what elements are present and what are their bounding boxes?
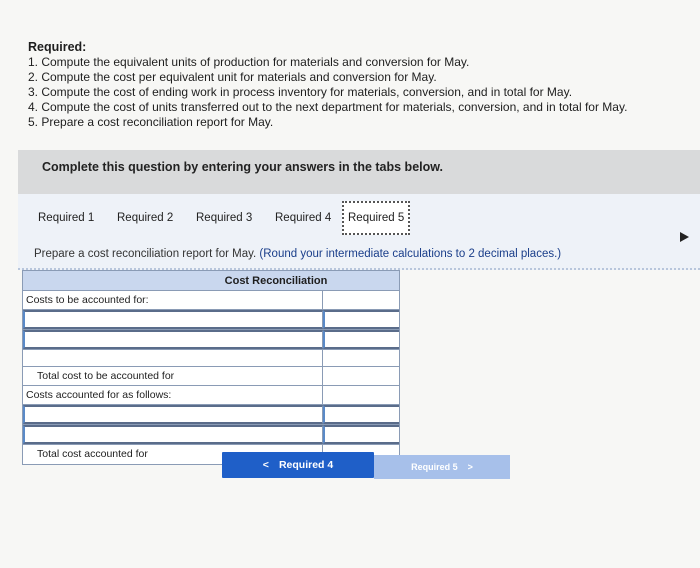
tab-required-2[interactable]: Required 2 [117, 212, 174, 224]
instructions-banner [18, 150, 700, 194]
table-row [23, 367, 399, 386]
required-item-2: 2. Compute the cost per equivalent unit for materials and conversion for May. [28, 70, 437, 84]
required-item-4: 4. Compute the cost of units transferred out to the next department for materials, conversion, and in total for May. [28, 100, 628, 114]
cursor-icon [680, 232, 689, 242]
required-instructions [28, 40, 688, 130]
instruction-main: Prepare a cost reconciliation report for May. [34, 248, 257, 260]
cost-amount-input[interactable] [323, 310, 399, 329]
accounted-amount-input[interactable] [323, 425, 399, 444]
table-cell [323, 386, 399, 404]
cost-label-input[interactable] [23, 310, 323, 329]
required-item-1: 1. Compute the equivalent units of production for materials and conversion for May. [28, 55, 470, 69]
total-cost-to-account-value [323, 367, 399, 385]
total-cost-accounted-label: Total cost accounted for [23, 445, 323, 464]
cost-reconciliation-table [22, 270, 400, 465]
next-button-label: Required 5 [411, 462, 458, 472]
accounted-label-input[interactable] [23, 405, 323, 424]
prev-button-label: Required 4 [278, 459, 334, 471]
required-item-5: 5. Prepare a cost reconciliation report for May. [28, 115, 274, 129]
total-cost-to-account-label: Total cost to be accounted for [23, 367, 323, 385]
cost-amount-input[interactable] [323, 330, 399, 349]
tab-required-3[interactable]: Required 3 [196, 212, 253, 224]
banner-text: Complete this question by entering your answers in the tabs below. [42, 160, 443, 174]
costs-to-account-label: Costs to be accounted for: [23, 291, 323, 309]
chevron-left-icon: < [262, 459, 269, 471]
instruction-text [34, 248, 561, 260]
accounted-amount-input[interactable] [323, 405, 399, 424]
chevron-right-icon: > [467, 462, 473, 472]
next-required-button[interactable] [374, 455, 510, 479]
table-row [23, 291, 399, 310]
costs-accounted-label: Costs accounted for as follows: [23, 386, 323, 404]
tabs-area [18, 194, 700, 270]
table-row [23, 386, 399, 405]
cost-label-input[interactable] [23, 330, 323, 349]
table-row [23, 405, 399, 425]
table-row [23, 310, 399, 330]
tab-required-4[interactable]: Required 4 [275, 212, 332, 224]
table-row [23, 425, 399, 445]
table-cell [23, 350, 323, 366]
required-item-3: 3. Compute the cost of ending work in process inventory for materials, conversion, and in total for May. [28, 85, 573, 99]
tab-required-5[interactable]: Required 5 [342, 201, 410, 235]
instruction-hint: (Round your intermediate calculations to 2 decimal places.) [259, 248, 562, 260]
table-title: Cost Reconciliation [23, 271, 399, 291]
required-heading: Required: [28, 40, 87, 54]
tab-required-1[interactable]: Required 1 [38, 212, 95, 224]
table-cell [323, 291, 399, 309]
table-row [23, 330, 399, 350]
prev-required-button[interactable] [222, 452, 374, 478]
accounted-label-input[interactable] [23, 425, 323, 444]
table-cell [323, 350, 399, 366]
table-row [23, 350, 399, 367]
